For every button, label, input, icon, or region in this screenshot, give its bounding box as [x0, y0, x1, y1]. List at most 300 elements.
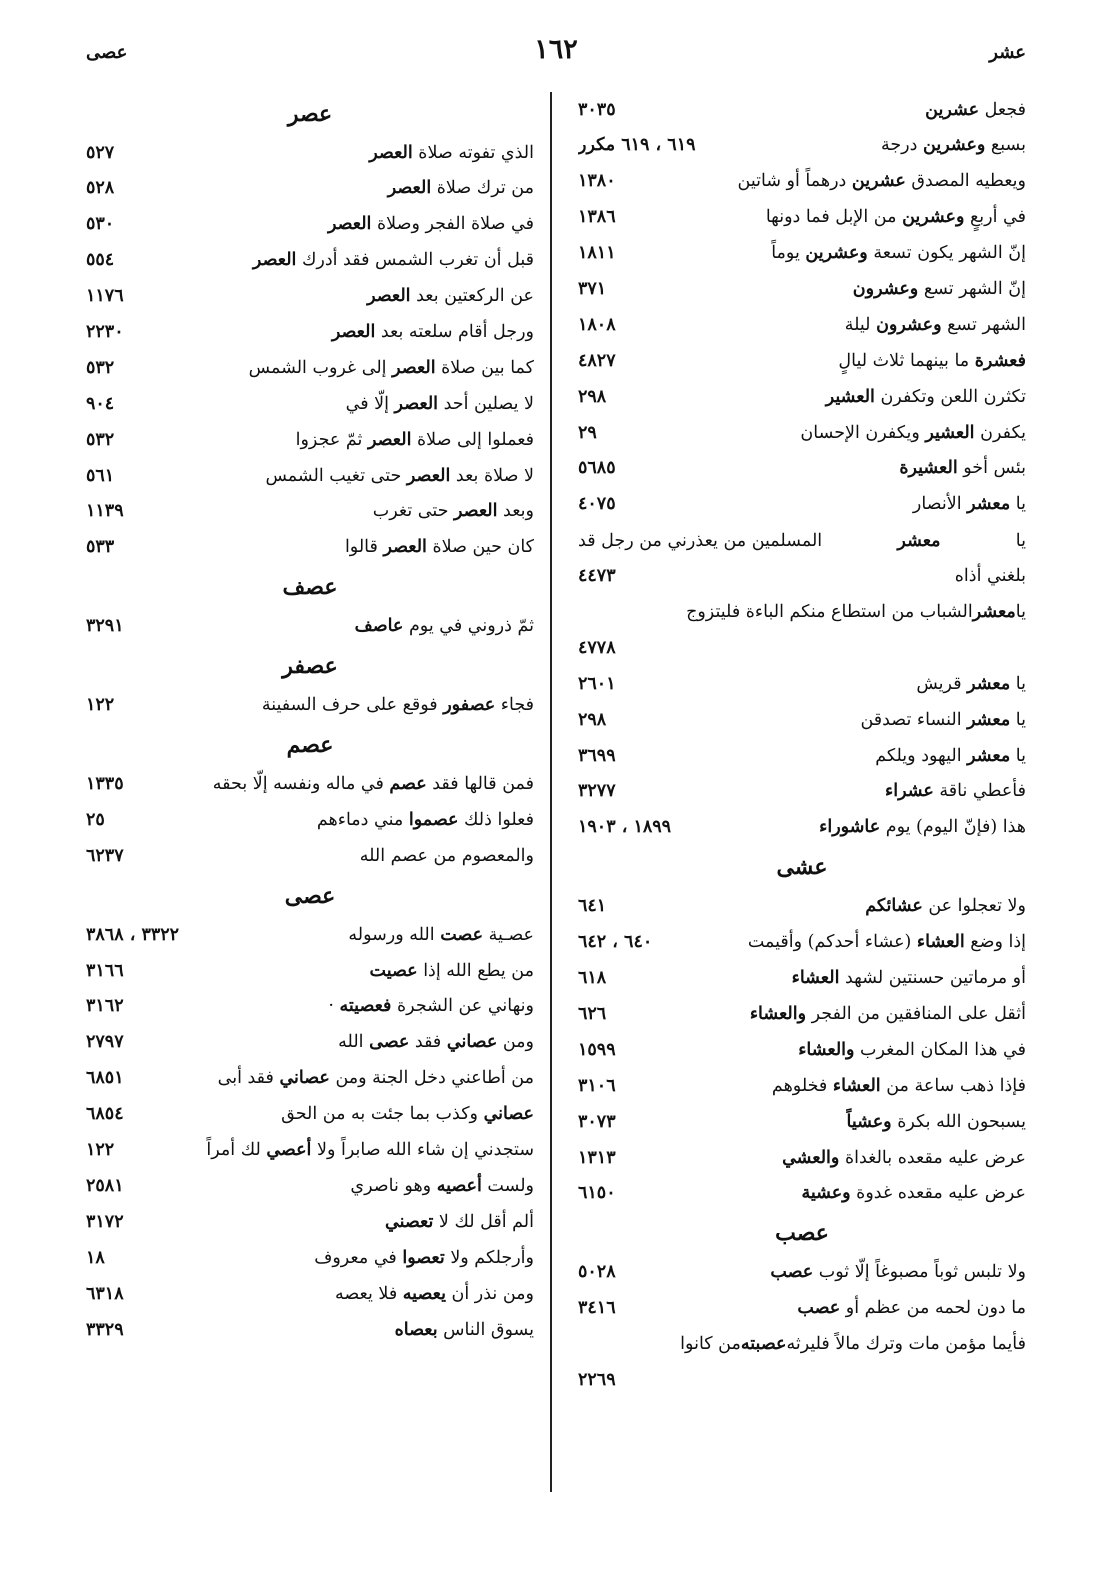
entry-phrase — [126, 465, 534, 488]
reference-number: ٥٦٨٥ — [578, 458, 616, 479]
entry-phrase — [628, 745, 1026, 768]
index-entry — [86, 1168, 534, 1204]
reference-number: ٥٣٠ — [86, 214, 115, 235]
entry-phrase — [618, 967, 1026, 990]
phrase-text: ثمّ ذروني في يوم — [403, 616, 534, 637]
index-entry — [578, 702, 1026, 738]
index-entry — [578, 1032, 1026, 1068]
keyword: العصر — [454, 501, 498, 522]
phrase-text: تكثرن اللعن وتكفرن — [874, 386, 1026, 407]
phrase-text: ولست — [481, 1175, 534, 1196]
phrase-text: حتى تغيب الشمس — [265, 465, 407, 486]
index-entry — [578, 164, 1026, 200]
keyword: عصيت — [369, 960, 418, 981]
keyword: معشر — [972, 602, 1016, 623]
phrase-text: إنّ الشهر يكون تسعة — [867, 243, 1026, 264]
index-entry — [86, 530, 534, 566]
reference-number: ٩٠٤ — [86, 393, 115, 414]
keyword: تعصوا — [402, 1247, 445, 1268]
entry-phrase — [136, 500, 534, 523]
keyword: فعشرة — [974, 350, 1026, 371]
entry-phrase — [609, 422, 1026, 445]
phrase-text: ومن — [497, 1032, 534, 1053]
index-entry — [578, 1104, 1026, 1140]
phrase-text: ثمّ عجزوا — [295, 429, 368, 450]
entry-continuation-line — [578, 594, 1026, 630]
index-entry — [578, 451, 1026, 487]
reference-number: ٢٧٩٧ — [86, 1032, 124, 1053]
keyword: فعصيته — [339, 996, 392, 1017]
keyword: عصموا — [408, 809, 459, 830]
entry-phrase — [136, 960, 534, 983]
entry-phrase — [618, 709, 1026, 732]
reference-number: ١٨٠٨ — [578, 314, 616, 335]
entry-phrase — [191, 924, 534, 947]
phrase-text: فعملوا إلى صلاة — [411, 429, 534, 450]
phrase-text: وأرجلكم ولا — [444, 1247, 534, 1268]
phrase-text: لا صلاة بعد — [450, 465, 534, 486]
index-entry — [578, 889, 1026, 925]
keyword: وعشية — [801, 1183, 851, 1204]
phrase-text: هذا (فإنّ اليوم) يوم — [880, 817, 1026, 838]
keyword: العصر — [387, 178, 432, 199]
reference-number: ١٣١٣ — [578, 1147, 616, 1168]
keyword: والعشاء — [749, 1003, 807, 1024]
entry-continuation-line — [578, 1327, 1026, 1363]
left-column — [86, 92, 534, 1348]
index-entry — [86, 1204, 534, 1240]
reference-number: ٦١٥٠ — [578, 1183, 616, 1204]
phrase-text: الشباب من استطاع منكم الباءة فليتزوج — [686, 602, 973, 623]
reference-number: ١٣٨٠ — [578, 171, 616, 192]
keyword: العصر — [406, 465, 451, 486]
index-entry — [86, 1025, 534, 1061]
phrase-text: فقد أبى — [217, 1068, 280, 1089]
keyword: وعشرين — [923, 135, 986, 156]
keyword: والعشاء — [798, 1039, 855, 1060]
reference-number: ٥٥٤ — [86, 250, 115, 271]
index-entry — [578, 1068, 1026, 1104]
index-entry — [578, 379, 1026, 415]
reference-number: ٥٣٢ — [86, 357, 115, 378]
reference-number: ١٢٢ — [86, 695, 115, 716]
keyword: العشاء — [791, 968, 840, 989]
entry-phrase — [628, 1075, 1026, 1098]
phrase-text: ألم أقل لك لا — [433, 1211, 534, 1232]
phrase-text: المسلمين من يعذرني من رجل قد — [578, 530, 823, 551]
reference-number: ٦٨٥١ — [86, 1068, 124, 1089]
entry-phrase — [136, 321, 534, 344]
index-entry — [578, 666, 1026, 702]
reference-number: ٦١٨ — [578, 968, 607, 989]
keyword: عصبته — [740, 1334, 787, 1355]
keyword: عصت — [440, 924, 484, 945]
entry-phrase — [117, 1247, 534, 1270]
reference-number: ٢٦٠١ — [578, 673, 616, 694]
entry-phrase — [136, 285, 534, 308]
entry-phrase — [618, 386, 1026, 409]
reference-number: ٥٢٧ — [86, 142, 115, 163]
index-entry — [86, 609, 534, 645]
reference-number: ٥٣٣ — [86, 537, 115, 558]
reference-number: ٥٢٨ — [86, 178, 115, 199]
index-entry — [578, 925, 1026, 961]
reference-number: ٣١٦٦ — [86, 960, 124, 981]
entry-phrase — [683, 816, 1026, 839]
phrase-text: (عشاء أحدكم) وأقيمت — [747, 932, 917, 953]
root-heading: عصف — [282, 574, 338, 601]
phrase-text: يا — [1010, 494, 1026, 515]
entry-phrase — [136, 1103, 534, 1126]
reference-number: ٦٢٣٧ — [86, 845, 124, 866]
phrase-text: فقد — [409, 1032, 447, 1053]
entry-phrase — [628, 99, 1026, 122]
index-entry — [578, 415, 1026, 451]
reference-number: ٣٦٩٩ — [578, 745, 616, 766]
phrase-text: ويعطيه المصدق — [905, 171, 1026, 192]
keyword: يعصيه — [402, 1283, 446, 1304]
index-entry — [578, 487, 1026, 523]
keyword: العصر — [392, 357, 436, 378]
entry-phrase — [136, 1067, 534, 1090]
phrase-text: لا يصلين أحد — [438, 393, 534, 414]
phrase-text: كما بين صلاة — [435, 357, 534, 378]
phrase-text: درهماً أو شاتين — [737, 171, 852, 192]
reference-number: ٤٠٧٥ — [578, 494, 616, 515]
phrase-text: فخلوهم — [771, 1075, 833, 1096]
entry-phrase — [628, 170, 1026, 193]
keyword: العصر — [369, 142, 413, 163]
phrase-text: فأيما مؤمن مات وترك مالاً فليرثه — [786, 1334, 1026, 1355]
index-entry — [86, 1097, 534, 1133]
entry-phrase — [628, 1261, 1026, 1284]
reference-number: ٣٤١٦ — [578, 1298, 616, 1319]
phrase-text: ومن نذر أن — [445, 1283, 534, 1304]
phrase-text: ونهاني عن الشجرة — [391, 996, 534, 1017]
entry-phrase — [628, 565, 1026, 588]
entry-phrase — [628, 1297, 1026, 1320]
index-entry — [86, 207, 534, 243]
reference-number: ١٨٩٩ ، ١٩٠٣ — [578, 817, 672, 838]
entry-phrase — [628, 206, 1026, 229]
keyword: عاشوراء — [819, 817, 881, 838]
entry-phrase — [136, 773, 534, 796]
phrase-text: · — [328, 996, 340, 1017]
phrase-text: من كانوا — [680, 1334, 741, 1355]
phrase-text: يوماً — [771, 243, 806, 264]
entry-phrase — [136, 1319, 534, 1342]
phrase-text: إنّ الشهر تسع — [918, 279, 1026, 300]
phrase-text: قبل أن تغرب الشمس فقد أدرك — [296, 250, 534, 271]
index-entry — [86, 917, 534, 953]
entry-phrase — [136, 1175, 534, 1198]
phrase-text: بئس أخو — [957, 458, 1026, 479]
reference-number: ٦٣١٨ — [86, 1283, 124, 1304]
keyword: وعشرون — [852, 279, 919, 300]
keyword: العصر — [252, 250, 297, 271]
phrase-text: الله — [338, 1032, 370, 1053]
index-entry — [86, 243, 534, 279]
entry-phrase — [117, 809, 534, 832]
reference-number: ٤٤٧٣ — [578, 566, 616, 587]
reference-number: ٣٢٧٧ — [578, 781, 616, 802]
phrase-text: قريش — [916, 673, 968, 694]
index-entry — [86, 458, 534, 494]
phrase-text: في أربعٍ — [964, 207, 1026, 228]
phrase-text: الله ورسوله — [348, 924, 441, 945]
entry-phrase — [136, 615, 534, 638]
entry-phrase — [628, 242, 1026, 265]
keyword: تعصني — [385, 1211, 434, 1232]
index-entry — [578, 1140, 1026, 1176]
reference-number: ٥٦١ — [86, 465, 115, 486]
keyword: العشير — [925, 422, 975, 443]
column-divider — [550, 92, 552, 1492]
phrase-text: الذي تفوته صلاة — [412, 142, 534, 163]
reference-number: ٣١٧٢ — [86, 1211, 124, 1232]
phrase-text: لك أمراً — [206, 1140, 267, 1161]
reference-number: ٣٣٢٩ — [86, 1319, 124, 1340]
phrase-text: يا — [1010, 709, 1026, 730]
phrase-text: إذا وضع — [964, 932, 1026, 953]
phrase-text: في صلاة الفجر وصلاة — [371, 214, 534, 235]
keyword: عصى — [369, 1032, 410, 1053]
reference-number: ١٨ — [86, 1247, 105, 1268]
reference-number: ٦٨٥٤ — [86, 1104, 124, 1125]
reference-number: ٣٧١ — [578, 279, 607, 300]
index-entry — [578, 200, 1026, 236]
entry-phrase — [136, 1283, 534, 1306]
phrase-text: وكذب بما جئت به من الحق — [281, 1104, 484, 1125]
phrase-text: إلّا في — [345, 393, 395, 414]
phrase-text: فمن قالها فقد — [426, 774, 534, 795]
keyword: معشر — [967, 494, 1011, 515]
index-entry — [86, 1240, 534, 1276]
index-entry — [578, 1176, 1026, 1212]
index-entry — [578, 1255, 1026, 1291]
index-entry — [86, 989, 534, 1025]
phrase-text: أثقل على المنافقين من الفجر — [806, 1003, 1026, 1024]
keyword: العشاء — [916, 932, 965, 953]
index-entry — [86, 314, 534, 350]
keyword: معشر — [967, 673, 1011, 694]
right-column — [578, 92, 1026, 1398]
root-heading: عصر — [287, 100, 333, 127]
keyword: العصر — [367, 429, 412, 450]
phrase-text: يسوق الناس — [437, 1319, 534, 1340]
index-entry — [578, 559, 1026, 595]
entry-phrase — [136, 845, 534, 868]
keyword: معشر — [967, 709, 1011, 730]
index-entry — [86, 135, 534, 171]
entry-phrase — [126, 429, 534, 452]
keyword: العشيرة — [899, 458, 958, 479]
keyword: عصم — [389, 774, 427, 795]
entry-phrase — [628, 1111, 1026, 1134]
reference-number: ٢٩٨ — [578, 386, 607, 407]
index-entry — [578, 960, 1026, 996]
index-entry — [578, 343, 1026, 379]
phrase-text: فلا يعصه — [334, 1283, 403, 1304]
reference-number: ١١٣٩ — [86, 501, 124, 522]
phrase-text: قالوا — [344, 537, 384, 558]
entry-phrase — [136, 995, 534, 1018]
keyword: وعشرين — [902, 207, 965, 228]
reference-number: ٣٠٧٣ — [578, 1111, 616, 1132]
phrase-text: يا — [1015, 602, 1026, 623]
phrase-text: عن الركعتين بعد — [410, 286, 534, 307]
phrase-text: بسبع — [985, 135, 1026, 156]
phrase-text: فإذا ذهب ساعة من — [880, 1075, 1026, 1096]
entry-phrase — [126, 357, 534, 380]
index-entry — [86, 802, 534, 838]
entry-phrase — [628, 457, 1026, 480]
reference-number: ٦٤٠ ، ٦٤٢ — [578, 932, 653, 953]
phrase-text: فأعطي ناقة — [933, 781, 1026, 802]
phrase-text: من أطاعني دخل الجنة ومن — [329, 1068, 534, 1089]
running-header — [86, 34, 1026, 74]
reference-number: ٢٥٨١ — [86, 1175, 124, 1196]
running-head-right-root: عشر — [989, 42, 1026, 63]
index-entry — [578, 307, 1026, 343]
phrase-text: النساء تصدقن — [860, 709, 968, 730]
index-entry — [578, 1291, 1026, 1327]
keyword: العصر — [331, 322, 376, 343]
phrase-text: من يطع الله إذا — [417, 960, 534, 981]
keyword: العشير — [825, 386, 875, 407]
index-entry — [86, 766, 534, 802]
reference-number: ٤٧٧٨ — [578, 637, 616, 658]
keyword: بعصاه — [394, 1319, 438, 1340]
root-heading: عصفر — [282, 653, 338, 680]
phrase-text: ورجل أقام سلعته بعد — [375, 322, 534, 343]
entry-phrase — [126, 177, 534, 200]
index-entry — [578, 271, 1026, 307]
index-entry — [86, 350, 534, 386]
entry-phrase — [126, 393, 534, 416]
reference-number: ٦٤١ — [578, 896, 607, 917]
page-number: ١٦٢ — [534, 34, 578, 65]
phrase-text: وبعد — [497, 501, 534, 522]
reference-number: ٣١٠٦ — [578, 1075, 616, 1096]
entry-phrase — [618, 895, 1026, 918]
root-heading: عصى — [284, 882, 336, 909]
keyword: العصر — [394, 393, 439, 414]
keyword: العشاء — [832, 1075, 881, 1096]
entry-phrase — [126, 1139, 534, 1162]
keyword: عصب — [797, 1298, 841, 1319]
reference-number: ٢٩ — [578, 422, 597, 443]
running-head-left-root: عصى — [86, 42, 128, 63]
phrase-text: ليلة — [844, 314, 877, 335]
entry-phrase — [126, 213, 534, 236]
index-entry — [86, 1061, 534, 1097]
phrase-text: ما دون لحمه من عظم أو — [840, 1298, 1026, 1319]
phrase-text: يسبحون الله بكرة — [891, 1111, 1026, 1132]
index-entry — [86, 1312, 534, 1348]
entry-phrase — [618, 1003, 1026, 1026]
keyword: العصر — [367, 286, 411, 307]
entry-phrase — [126, 536, 534, 559]
keyword: معشر — [967, 745, 1011, 766]
phrase-text: عصـية — [483, 924, 534, 945]
phrase-text: الأنصار — [912, 494, 968, 515]
entry-phrase — [136, 1031, 534, 1054]
index-entry — [578, 996, 1026, 1032]
phrase-text: اليهود ويلكم — [875, 745, 968, 766]
entry-phrase — [628, 1039, 1026, 1062]
phrase-text: ويكفرن الإحسان — [800, 422, 926, 443]
phrase-text: كان حين صلاة — [426, 537, 534, 558]
entry-phrase — [628, 314, 1026, 337]
index-entry — [86, 279, 534, 315]
keyword: عصاني — [279, 1068, 330, 1089]
index-entry — [578, 128, 1026, 164]
entry-phrase — [628, 780, 1026, 803]
reference-number: ٥٣٢ — [86, 429, 115, 450]
reference-number: ٣١٦٢ — [86, 996, 124, 1017]
index-entry — [86, 688, 534, 724]
keyword: عشراء — [885, 781, 934, 802]
phrase-text: ستجدني إن شاء الله صابراً ولا — [311, 1140, 534, 1161]
phrase-text: أو مرماتين حسنتين لشهد — [839, 968, 1026, 989]
phrase-text: ولا تعجلوا عن — [922, 896, 1026, 917]
reference-number: ١٢٢ — [86, 1140, 115, 1161]
entry-phrase — [628, 350, 1026, 373]
entry-phrase — [126, 694, 534, 717]
reference-number: ٤٨٢٧ — [578, 350, 616, 371]
reference-number: ٦٢٦ — [578, 1003, 607, 1024]
index-entry — [578, 810, 1026, 846]
index-entry — [578, 1362, 1026, 1398]
phrase-text: فجاء — [495, 695, 534, 716]
phrase-text: والمعصوم من عصم الله — [359, 845, 534, 866]
reference-number: ٦١٩ ، ٦١٩ مكرر — [578, 135, 696, 156]
reference-number: ٣٣٢٢ ، ٣٨٦٨ — [86, 924, 180, 945]
keyword: عاصف — [354, 616, 404, 637]
phrase-text: في هذا المكان المغرب — [854, 1039, 1026, 1060]
keyword: معشر — [897, 530, 941, 551]
keyword: عصفور — [443, 695, 496, 716]
index-entry — [578, 630, 1026, 666]
keyword: العصر — [327, 214, 372, 235]
reference-number: ١٣٣٥ — [86, 774, 124, 795]
phrase-text: درجة — [880, 135, 923, 156]
root-heading: عصم — [286, 731, 334, 758]
keyword: عصب — [770, 1262, 814, 1283]
index-entry — [578, 774, 1026, 810]
entry-phrase — [708, 134, 1027, 157]
phrase-text: فجعل — [979, 99, 1026, 120]
phrase-text: إلى غروب الشمس — [248, 357, 393, 378]
reference-number: ٢٥ — [86, 809, 105, 830]
keyword: أعصيه — [436, 1175, 482, 1196]
entry-phrase — [126, 142, 534, 165]
reference-number: ٢٢٣٠ — [86, 322, 124, 343]
phrase-text: الشهر تسع — [941, 314, 1026, 335]
entry-phrase — [628, 673, 1026, 696]
reference-number: ٣٢٩١ — [86, 616, 124, 637]
entry-phrase — [618, 278, 1026, 301]
entry-continuation-line — [578, 523, 1026, 559]
entry-phrase — [126, 249, 534, 272]
phrase-text: يا — [1010, 745, 1026, 766]
index-entry — [86, 494, 534, 530]
keyword: عشرين — [925, 99, 980, 120]
root-heading: عصب — [775, 1220, 829, 1247]
reference-number: ١٥٩٩ — [578, 1039, 616, 1060]
phrase-text: يا — [1015, 530, 1026, 551]
